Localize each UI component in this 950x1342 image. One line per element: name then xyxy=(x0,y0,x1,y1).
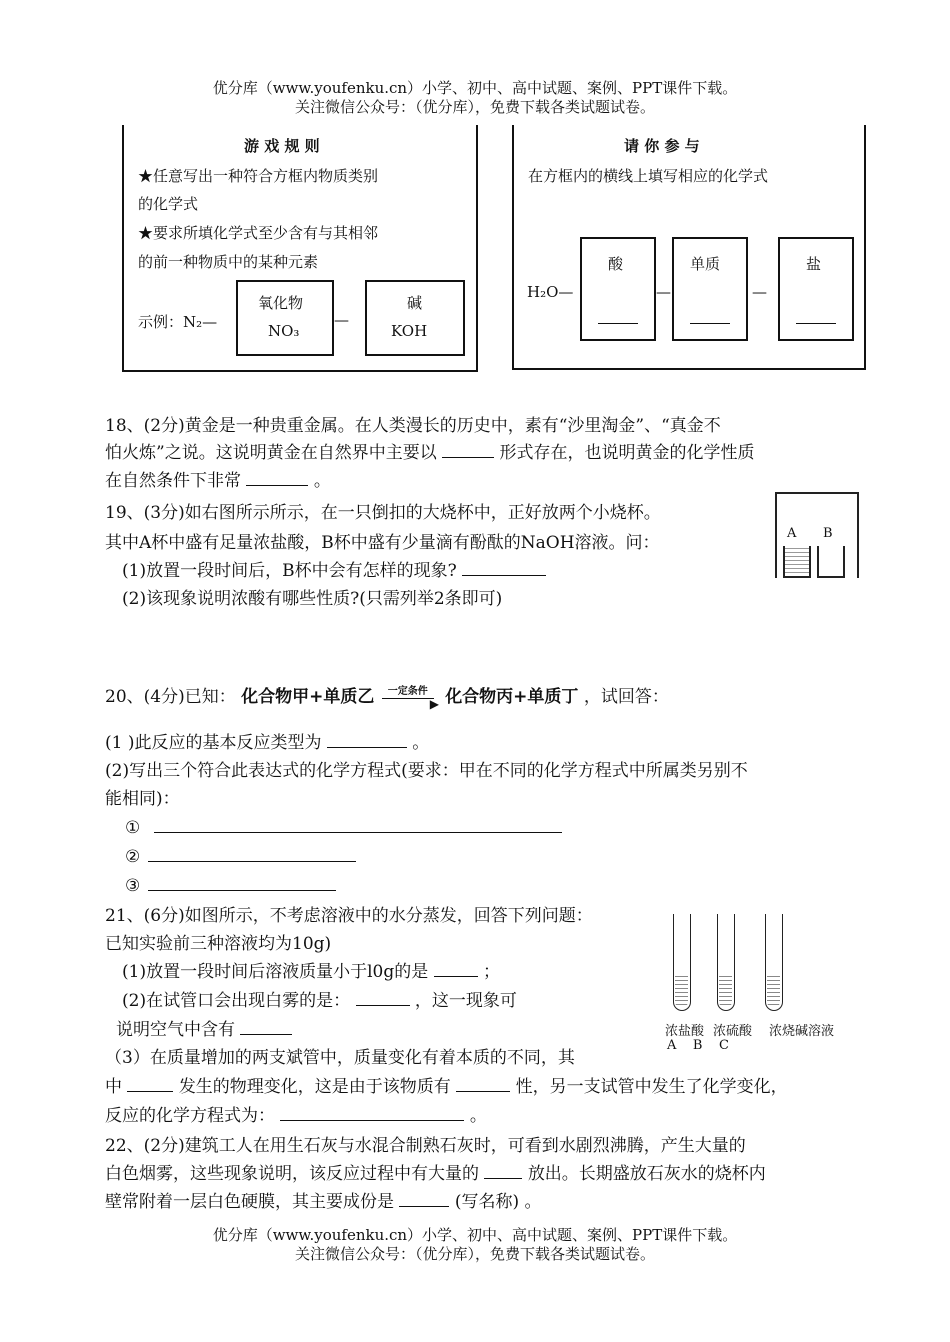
q21-line-8a: 反应的化学方程式为： xyxy=(105,1106,275,1126)
beaker-a xyxy=(783,546,811,578)
tube-letters: A B C xyxy=(667,1038,729,1053)
header-line-1: 优分库（www.youfenku.cn）小学、初中、高中试题、案例、PPT课件下载。 xyxy=(212,79,738,97)
q21-line-1: 21、(6分)如图所示，不考虑溶液中的水分蒸发，回答下列问题： xyxy=(105,906,593,926)
test-tube-b-liquid xyxy=(719,974,732,1008)
example-box-base-title: 碱 xyxy=(407,294,423,312)
q21-line-5-text: 说明空气中含有 xyxy=(116,1020,235,1040)
q20-suffix: ，试回答： xyxy=(583,687,669,707)
q18-blank-1[interactable] xyxy=(442,440,494,458)
tube-label-hcl: 浓盐酸 xyxy=(665,1024,705,1039)
q20-line-1 xyxy=(105,730,850,757)
q20-blank-1[interactable] xyxy=(327,730,407,748)
game-rule-2b: 的前一种物质中的某种元素 xyxy=(138,253,319,271)
tube-label-naoh: 浓烧碱溶液 xyxy=(769,1024,835,1039)
game-rules-figure xyxy=(122,125,478,372)
beaker-label-a: A xyxy=(787,526,797,541)
participate-instruction: 在方框内的横线上填写相应的化学式 xyxy=(528,167,769,185)
q19-blank-1[interactable] xyxy=(462,558,546,576)
example-box-oxide-title: 氧化物 xyxy=(258,294,304,312)
q22-line-3b: (写名称) 。 xyxy=(454,1192,542,1212)
game-rule-2a: ★要求所填化学式至少含有与其相邻 xyxy=(138,224,379,242)
q21-line-4a: (2)在试管口会出现白雾的是： xyxy=(122,991,351,1011)
example-label: 示例：N₂— xyxy=(138,313,218,331)
q22-line-3 xyxy=(105,1189,850,1216)
example-box-base-formula: KOH xyxy=(391,322,428,340)
fill-box-acid-label: 酸 xyxy=(608,255,624,273)
q18-line-3a: 在自然条件下非常 xyxy=(105,471,241,491)
q20-line-2: (2)写出三个符合此表达式的化学方程式(要求：甲在不同的化学方程式中所属类另别不 xyxy=(105,761,748,781)
game-rules-title: 游 戏 规 则 xyxy=(244,137,320,155)
q21-line-4b: ，这一现象可 xyxy=(414,991,517,1011)
fill-box-salt-label: 盐 xyxy=(806,255,822,273)
beaker-figure xyxy=(775,492,859,578)
beaker-label-b: B xyxy=(823,526,833,541)
q19-line-3-text: (1)放置一段时间后，B杯中会有怎样的现象? xyxy=(122,561,457,581)
q21-line-7a: 中 xyxy=(105,1077,122,1097)
q21-line-7c: 性，另一支试管中发生了化学变化， xyxy=(515,1077,788,1097)
footer-line-2: 关注微信公众号：（优分库），免费下载各类试题试卷。 xyxy=(294,1245,655,1263)
q19-line-4: (2)该现象说明浓酸有哪些性质?(只需列举2条即可) xyxy=(122,589,503,609)
q22-line-2a: 白色烟雾，这些现象说明，该反应过程中有大量的 xyxy=(105,1164,479,1184)
q22-line-2 xyxy=(105,1161,850,1188)
q18-line-2 xyxy=(105,440,850,467)
q20-arrow-head: ▶ xyxy=(429,696,440,711)
test-tube-c-liquid xyxy=(767,974,780,1008)
q20-eq-1 xyxy=(125,815,870,842)
q20-line-1a: (1 )此反应的基本反应类型为 xyxy=(105,733,322,753)
q22-line-2b: 放出。长期盛放石灰水的烧杯内 xyxy=(527,1164,766,1184)
q21-blank-4[interactable] xyxy=(127,1074,173,1092)
fill-line-salt[interactable] xyxy=(796,323,836,324)
q22-line-3a: 壁常附着一层白色硬膜，其主要成份是 xyxy=(105,1192,394,1212)
q19-line-1: 19、(3分)如右图所示所示，在一只倒扣的大烧杯中，正好放两个小烧杯。 xyxy=(105,503,661,523)
game-rule-1a: ★任意写出一种符合方框内物质类别 xyxy=(138,167,379,185)
q22-blank-1[interactable] xyxy=(484,1161,522,1179)
fill-box-salt xyxy=(778,237,854,341)
q22-blank-2[interactable] xyxy=(399,1189,449,1207)
q20-eq-right: 化合物丙+单质丁 xyxy=(445,687,579,707)
q20-condition: 一定条件 xyxy=(387,685,428,697)
q21-line-7 xyxy=(105,1074,850,1101)
fill-box-element-label: 单质 xyxy=(690,255,721,273)
q20-blank-eq-1[interactable] xyxy=(154,815,562,833)
fill-box-acid xyxy=(580,237,656,341)
q21-blank-5[interactable] xyxy=(456,1074,510,1092)
q20-marker-2: ② xyxy=(125,847,141,867)
q18-line-3b: 。 xyxy=(313,471,331,491)
example-box-oxide-formula: NO₃ xyxy=(268,322,300,340)
fill-line-acid[interactable] xyxy=(598,323,638,324)
fill-box-element xyxy=(672,237,748,341)
participate-title: 请 你 参 与 xyxy=(624,137,700,155)
q20-arrow-line xyxy=(382,698,434,699)
example-dash: — xyxy=(334,311,349,329)
q21-line-2: 已知实验前三种溶液均为10g) xyxy=(105,934,332,954)
q21-blank-6[interactable] xyxy=(280,1103,464,1121)
q18-line-3 xyxy=(105,468,850,495)
q21-line-7b: 发生的物理变化，这是由于该物质有 xyxy=(178,1077,451,1097)
q21-line-6: （3）在质量增加的两支斌管中，质量变化有着本质的不同，其 xyxy=(105,1048,575,1068)
footer-line-1: 优分库（www.youfenku.cn）小学、初中、高中试题、案例、PPT课件下载。 xyxy=(212,1226,738,1244)
participate-dash-2: — xyxy=(752,283,767,301)
header-line-2: 关注微信公众号：（优分库），免费下载各类试题试卷。 xyxy=(294,98,655,116)
q18-blank-2[interactable] xyxy=(246,468,308,486)
q20-arrow xyxy=(380,685,440,711)
q21-blank-1[interactable] xyxy=(434,959,478,977)
q20-prefix: 20、(4分)已知： xyxy=(105,687,236,707)
participate-dash-1: — xyxy=(656,283,671,301)
q22-line-1: 22、(2分)建筑工人在用生石灰与水混合制熟石灰时，可看到水剧烈沸腾，产生大量的 xyxy=(105,1136,746,1156)
q18-line-2a: 怕火炼”之说。这说明黄金在自然界中主要以 xyxy=(105,443,437,463)
test-tube-figure xyxy=(665,910,850,1055)
tube-label-h2so4: 浓硫酸 xyxy=(713,1024,753,1039)
q20-marker-3: ③ xyxy=(125,876,141,896)
q21-line-8 xyxy=(105,1103,850,1130)
q20-line-3: 能相同)： xyxy=(105,789,180,809)
q20-eq-2 xyxy=(125,844,870,871)
test-tube-a-liquid xyxy=(675,974,688,1008)
q21-blank-3[interactable] xyxy=(240,1017,292,1035)
q21-blank-2[interactable] xyxy=(356,988,410,1006)
participate-figure xyxy=(512,125,866,370)
q20-blank-eq-2[interactable] xyxy=(148,844,356,862)
q20-eq-left: 化合物甲+单质乙 xyxy=(241,687,375,707)
q18-line-2b: 形式存在，也说明黄金的化学性质 xyxy=(499,443,755,463)
participate-start-water: H₂O— xyxy=(527,283,574,301)
q21-line-3a: (1)放置一段时间后溶液质量小于l0g的是 xyxy=(122,962,429,982)
example-box-base xyxy=(365,280,465,356)
fill-line-element[interactable] xyxy=(690,323,730,324)
game-rule-1b: 的化学式 xyxy=(138,195,199,213)
q21-line-3b: ； xyxy=(483,962,501,982)
q19-line-3 xyxy=(122,558,867,585)
q20-eq-3 xyxy=(125,873,870,900)
beaker-b xyxy=(817,546,845,578)
q18-line-1: 18、(2分)黄金是一种贵重金属。在人类漫长的历史中，素有“沙里淘金”、“真金不 xyxy=(105,416,721,436)
q21-line-8b: 。 xyxy=(469,1106,487,1126)
q20-line-0 xyxy=(105,684,850,711)
q20-marker-1: ① xyxy=(125,818,141,838)
q19-line-2: 其中A杯中盛有足量浓盐酸，B杯中盛有少量滴有酚酞的NaOH溶液。问： xyxy=(105,533,660,553)
q20-line-1b: 。 xyxy=(412,733,430,753)
q20-blank-eq-3[interactable] xyxy=(148,873,336,891)
example-box-oxide xyxy=(236,280,334,356)
